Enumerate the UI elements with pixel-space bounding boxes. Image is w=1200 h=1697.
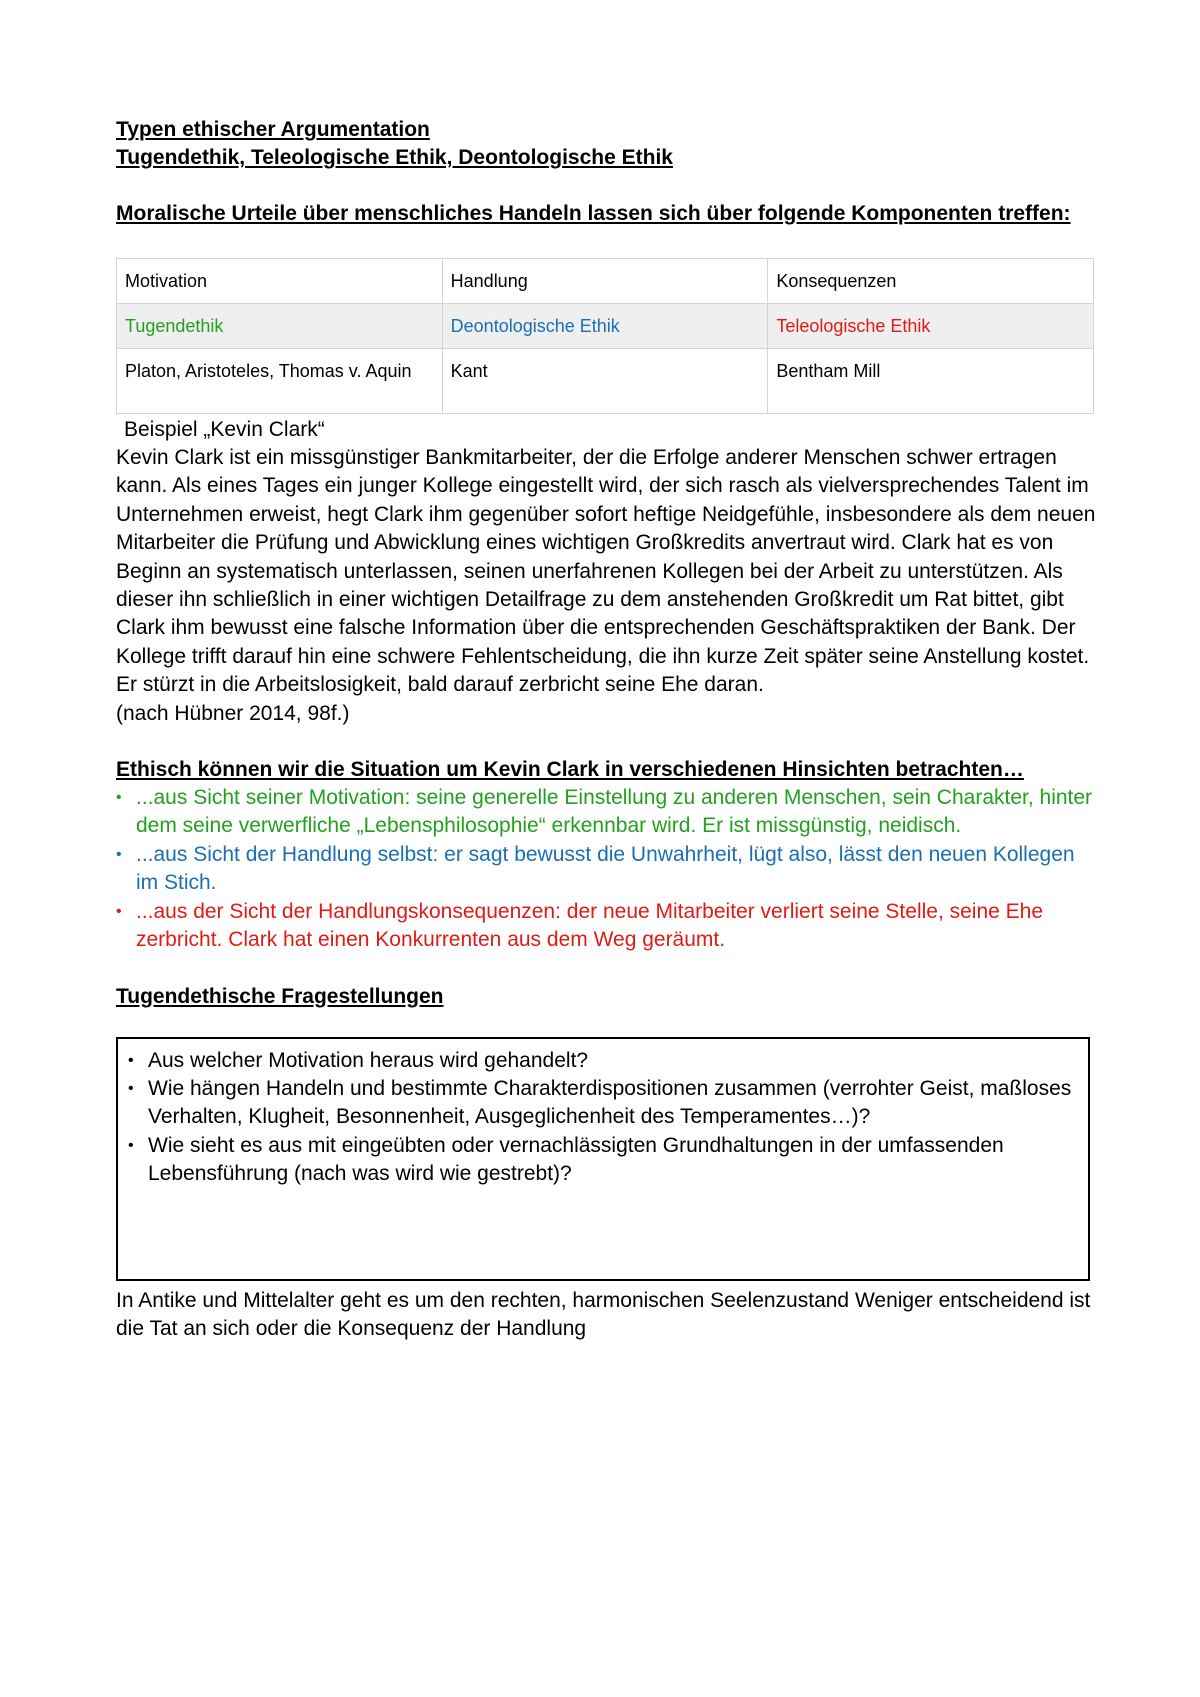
example-source: (nach Hübner 2014, 98f.) — [116, 701, 350, 725]
cell-teleologische-ethik: Teleologische Ethik — [768, 304, 1094, 349]
aspects-heading: Ethisch können wir die Situation um Kevin Clark in verschiedenen Hinsichten betrachten… — [116, 758, 1024, 782]
aspect-konsequenzen: • ...aus der Sicht der Handlungskonsequenzen: der neue Mitarbeiter verliert seine Stelle, seine Ehe zerbricht. Clark hat einen Konkurrenten aus dem Weg geräumt. — [116, 898, 1096, 955]
intro-heading: Moralische Urteile über menschliches Handeln lassen sich über folgende Komponenten treffen: — [116, 202, 1071, 225]
aspect-motivation: • ...aus Sicht seiner Motivation: seine generelle Einstellung zu anderen Menschen, sein Charakter, hinter dem seine verwerfliche „Lebensphilosophie“ erkennbar wird. Er ist missgünstig, neidisch. — [116, 784, 1096, 841]
cell-tugendethik: Tugendethik — [117, 304, 443, 349]
example-text: Kevin Clark ist ein missgünstiger Bankmitarbeiter, der die Erfolge anderer Menschen schwer ertragen kann. Als eines Tages ein junger Kollege eingestellt wird, der sich rasch als vielversprechendes Talent im Unternehmen erweist, hegt Clark ihm gegenüber sofort heftige Neidgefühle, insbesondere als dem neuen Mitarbeiter die Prüfung und Abwicklung eines wichtigen Großkredits anvertraut wird. Clark hat es von Beginn an systematisch unterlassen, seinen unerfahrenen Kollegen bei der Arbeit zu unterstützen. Als dieser ihn schließlich in einer wichtigen Detailfrage zu dem anstehenden Großkredit um Rat bittet, gibt Clark ihm bewusst eine falsche Information über die entsprechenden Geschäftspraktiken der Bank. Der Kollege trifft darauf hin eine schwere Fehlentscheidung, die ihn kurze Zeit später seine Anstellung kostet. Er stürzt in die Arbeitslosigkeit, bald darauf zerbricht seine Ehe daran. — [116, 446, 1096, 697]
aspect-handlung: • ...aus Sicht der Handlung selbst: er sagt bewusst die Unwahrheit, lügt also, lässt den neuen Kollegen im Stich. — [116, 841, 1096, 898]
question-item: • Wie hängen Handeln und bestimmte Charakterdispositionen zusammen (verrohter Geist, maßloses Verhalten, Klugheit, Besonnenheit, Ausgeglichenheit des Temperamentes…)? — [128, 1075, 1078, 1132]
header-handlung: Handlung — [442, 259, 768, 304]
table-row — [117, 349, 1094, 414]
document-page — [116, 116, 1096, 1343]
conclusion-text: In Antike und Mittelalter geht es um den rechten, harmonischen Seelenzustand Weniger entscheidend ist die Tat an sich oder die Konsequenz der Handlung — [116, 1288, 1091, 1340]
questions-box — [116, 1037, 1090, 1281]
questions-list — [128, 1047, 1078, 1189]
document-title: Typen ethischer Argumentation — [116, 118, 430, 141]
cell-philosophers-konsequenzen: Bentham Mill — [768, 349, 1094, 414]
questions-heading: Tugendethische Fragestellungen — [116, 984, 444, 1008]
table-row — [117, 259, 1094, 304]
table-row — [117, 304, 1094, 349]
cell-philosophers-handlung: Kant — [442, 349, 768, 414]
question-item: • Aus welcher Motivation heraus wird gehandelt? — [128, 1047, 1078, 1075]
document-subtitle: Tugendethik, Teleologische Ethik, Deontologische Ethik — [116, 146, 673, 169]
components-table — [116, 258, 1094, 414]
header-konsequenzen: Konsequenzen — [768, 259, 1094, 304]
cell-philosophers-motivation: Platon, Aristoteles, Thomas v. Aquin — [117, 349, 443, 414]
header-motivation: Motivation — [117, 259, 443, 304]
cell-deontologische-ethik: Deontologische Ethik — [442, 304, 768, 349]
question-item: • Wie sieht es aus mit eingeübten oder vernachlässigten Grundhaltungen in der umfassenden Lebensführung (nach was wird wie gestrebt)? — [128, 1132, 1078, 1189]
example-title: Beispiel „Kevin Clark“ — [124, 418, 325, 441]
aspects-list — [116, 784, 1096, 954]
